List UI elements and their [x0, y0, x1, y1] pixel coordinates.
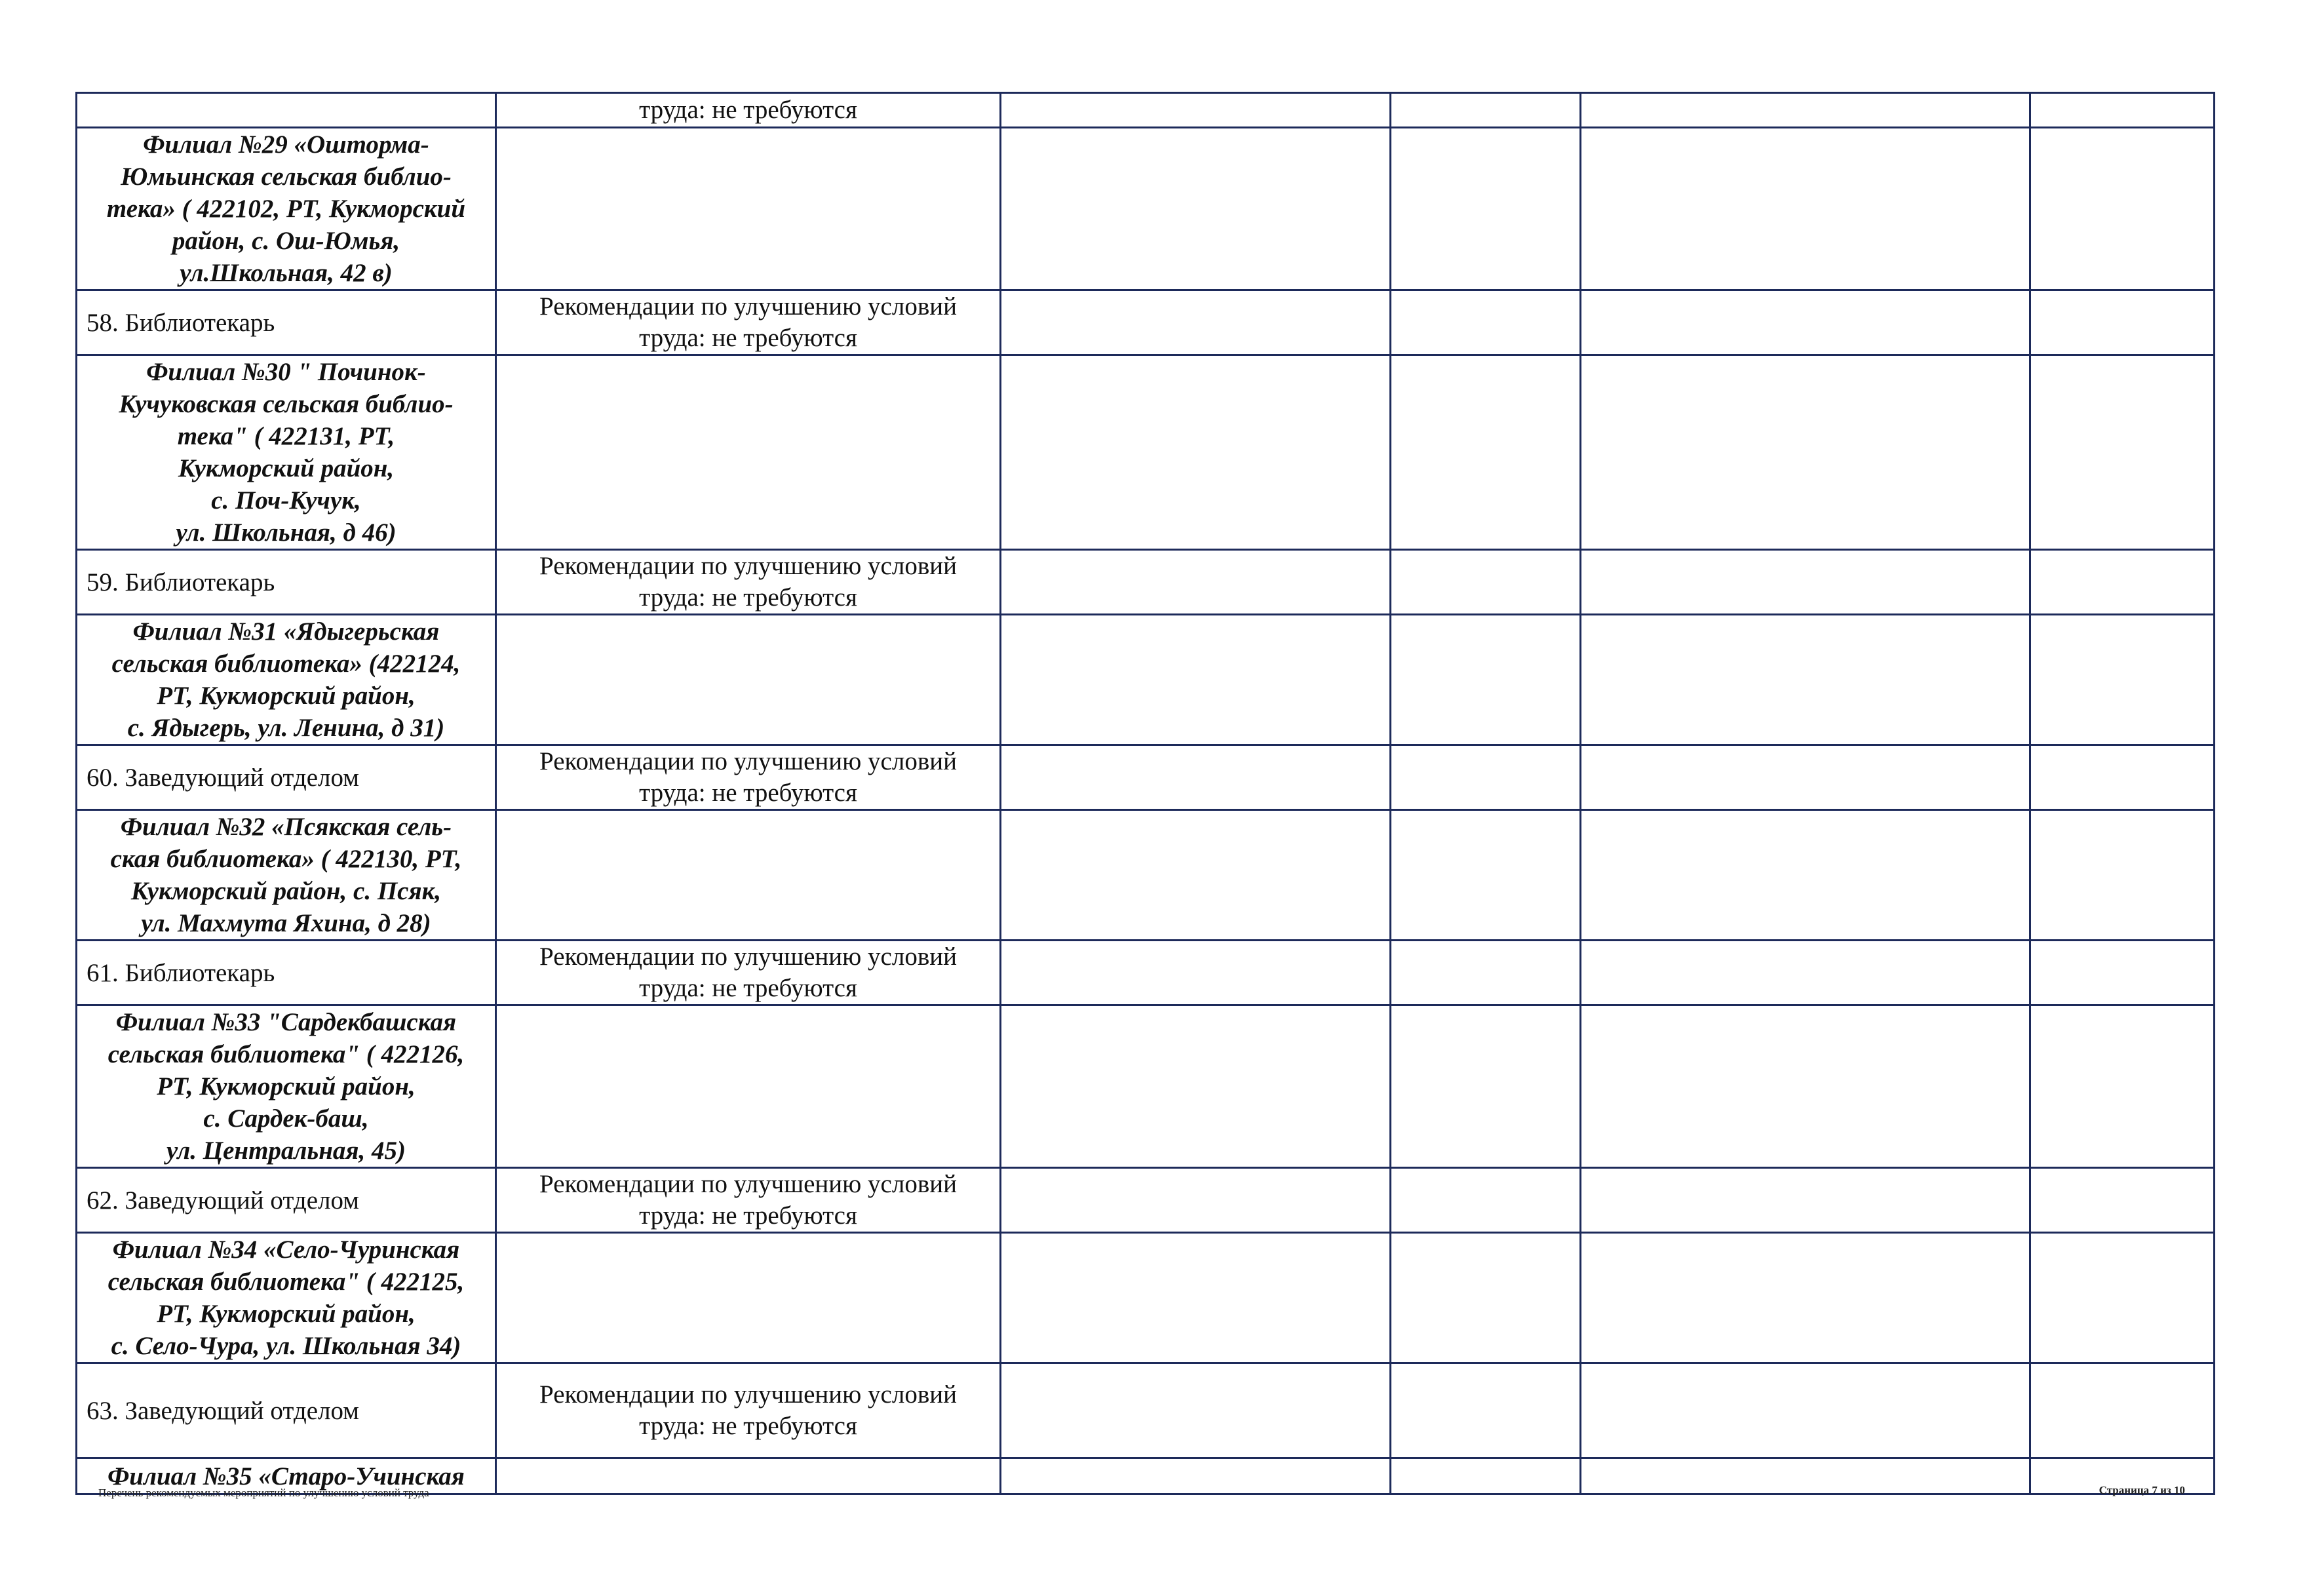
branch-row [77, 1233, 2215, 1363]
branch-row [77, 128, 2215, 290]
branch-name-cell: Филиал №30 " Починок- Кучуковская сельская библио- тека" ( 422131, РТ, Кукморский район, с. Поч-Кучук, ул. Школьная, д 46) [77, 355, 496, 550]
table-cell [1001, 93, 1391, 128]
table-cell [1581, 1005, 2030, 1168]
table-cell [2030, 1363, 2215, 1458]
branch-row [77, 1005, 2215, 1168]
position-row [77, 290, 2215, 355]
recommendation-cell: Рекомендации по улучшению условий труда: не требуются [496, 745, 1001, 810]
recommendation-cell: Рекомендации по улучшению условий труда: не требуются [496, 1168, 1001, 1233]
table-cell [496, 355, 1001, 550]
table-cell [77, 93, 496, 128]
table-cell [1391, 745, 1581, 810]
table-cell [1581, 355, 2030, 550]
table-cell [2030, 615, 2215, 745]
table-cell [2030, 1233, 2215, 1363]
table-cell [1391, 810, 1581, 941]
table-cell [1581, 745, 2030, 810]
table-cell [1581, 810, 2030, 941]
branch-name-cell: Филиал №33 "Сардекбашская сельская библиотека" ( 422126, РТ, Кукморский район, с. Сардек-баш, ул. Центральная, 45) [77, 1005, 496, 1168]
table-cell [1391, 93, 1581, 128]
position-row [77, 1168, 2215, 1233]
table-cell [2030, 128, 2215, 290]
table-cell [496, 810, 1001, 941]
position-cell: 63. Заведующий отделом [77, 1363, 496, 1458]
table-cell [1001, 1168, 1391, 1233]
table-cell [1581, 93, 2030, 128]
table-cell [1001, 745, 1391, 810]
position-cell: 62. Заведующий отделом [77, 1168, 496, 1233]
table-cell [1391, 550, 1581, 615]
table-cell [496, 1233, 1001, 1363]
table-cell [1001, 810, 1391, 941]
table-cell [1391, 355, 1581, 550]
branch-row [77, 355, 2215, 550]
measures-table [75, 92, 2215, 1495]
table-cell [1391, 1363, 1581, 1458]
table-cell [1001, 1005, 1391, 1168]
table-cell [2030, 1005, 2215, 1168]
table-cell [1391, 1168, 1581, 1233]
table-cell [1001, 1458, 1391, 1494]
table-cell [496, 1458, 1001, 1494]
table-cell [1581, 941, 2030, 1005]
table-cell [496, 128, 1001, 290]
table-cell [2030, 745, 2215, 810]
position-cell: 61. Библиотекарь [77, 941, 496, 1005]
recommendation-cell: Рекомендации по улучшению условий труда: не требуются [496, 1363, 1001, 1458]
table-cell [1001, 128, 1391, 290]
table-cell [1581, 550, 2030, 615]
position-cell: 58. Библиотекарь [77, 290, 496, 355]
position-row [77, 941, 2215, 1005]
footer-document-title: Перечень рекомендуемых мероприятий по улучшению условий труда [98, 1487, 429, 1499]
table-cell [1581, 1458, 2030, 1494]
table-cell [1581, 290, 2030, 355]
recommendation-cell: труда: не требуются [496, 93, 1001, 128]
table-cell [1391, 290, 1581, 355]
table-cell [1001, 1363, 1391, 1458]
position-row [77, 550, 2215, 615]
table-cell [1581, 1363, 2030, 1458]
footer-page-number: Страница 7 из 10 [2099, 1484, 2185, 1496]
recommendation-cell: Рекомендации по улучшению условий труда: не требуются [496, 290, 1001, 355]
table-cell [1001, 290, 1391, 355]
table-row [77, 93, 2215, 128]
table-cell [2030, 810, 2215, 941]
table-cell [1001, 1233, 1391, 1363]
branch-name-cell: Филиал №34 «Село-Чуринская сельская библиотека" ( 422125, РТ, Кукморский район, с. Село-Чура, ул. Школьная 34) [77, 1233, 496, 1363]
table-cell [1581, 1233, 2030, 1363]
branch-name-cell: Филиал №29 «Ошторма- Юмьинская сельская библио- тека» ( 422102, РТ, Кукморский район, с. Ош-Юмья, ул.Школьная, 42 в) [77, 128, 496, 290]
position-cell: 60. Заведующий отделом [77, 745, 496, 810]
table-cell [1391, 1458, 1581, 1494]
table-cell [2030, 93, 2215, 128]
branch-row [77, 615, 2215, 745]
branch-name-cell: Филиал №35 «Старо-Учинская [77, 1458, 496, 1494]
table-cell [496, 615, 1001, 745]
table-cell [1001, 355, 1391, 550]
position-cell: 59. Библиотекарь [77, 550, 496, 615]
position-row [77, 1363, 2215, 1458]
table-cell [1391, 1233, 1581, 1363]
branch-name-cell: Филиал №31 «Ядыгерьская сельская библиотека» (422124, РТ, Кукморский район, с. Ядыгерь, ул. Ленина, д 31) [77, 615, 496, 745]
branch-name-cell: Филиал №32 «Псякская сель- ская библиотека» ( 422130, РТ, Кукморский район, с. Псяк, ул. Махмута Яхина, д 28) [77, 810, 496, 941]
table-cell [1391, 1005, 1581, 1168]
table-cell [1581, 1168, 2030, 1233]
table-cell [1581, 615, 2030, 745]
table-cell [2030, 290, 2215, 355]
position-row [77, 745, 2215, 810]
table-cell [2030, 355, 2215, 550]
table-cell [1391, 941, 1581, 1005]
table-cell [1001, 550, 1391, 615]
table-cell [1001, 941, 1391, 1005]
table-cell [1001, 615, 1391, 745]
table-cell [2030, 1168, 2215, 1233]
table-cell [2030, 941, 2215, 1005]
recommendation-cell: Рекомендации по улучшению условий труда: не требуются [496, 550, 1001, 615]
recommendation-cell: Рекомендации по улучшению условий труда: не требуются [496, 941, 1001, 1005]
branch-row [77, 810, 2215, 941]
table-cell [2030, 550, 2215, 615]
table-cell [1391, 615, 1581, 745]
table-cell [1391, 128, 1581, 290]
table-cell [496, 1005, 1001, 1168]
table-cell [1581, 128, 2030, 290]
